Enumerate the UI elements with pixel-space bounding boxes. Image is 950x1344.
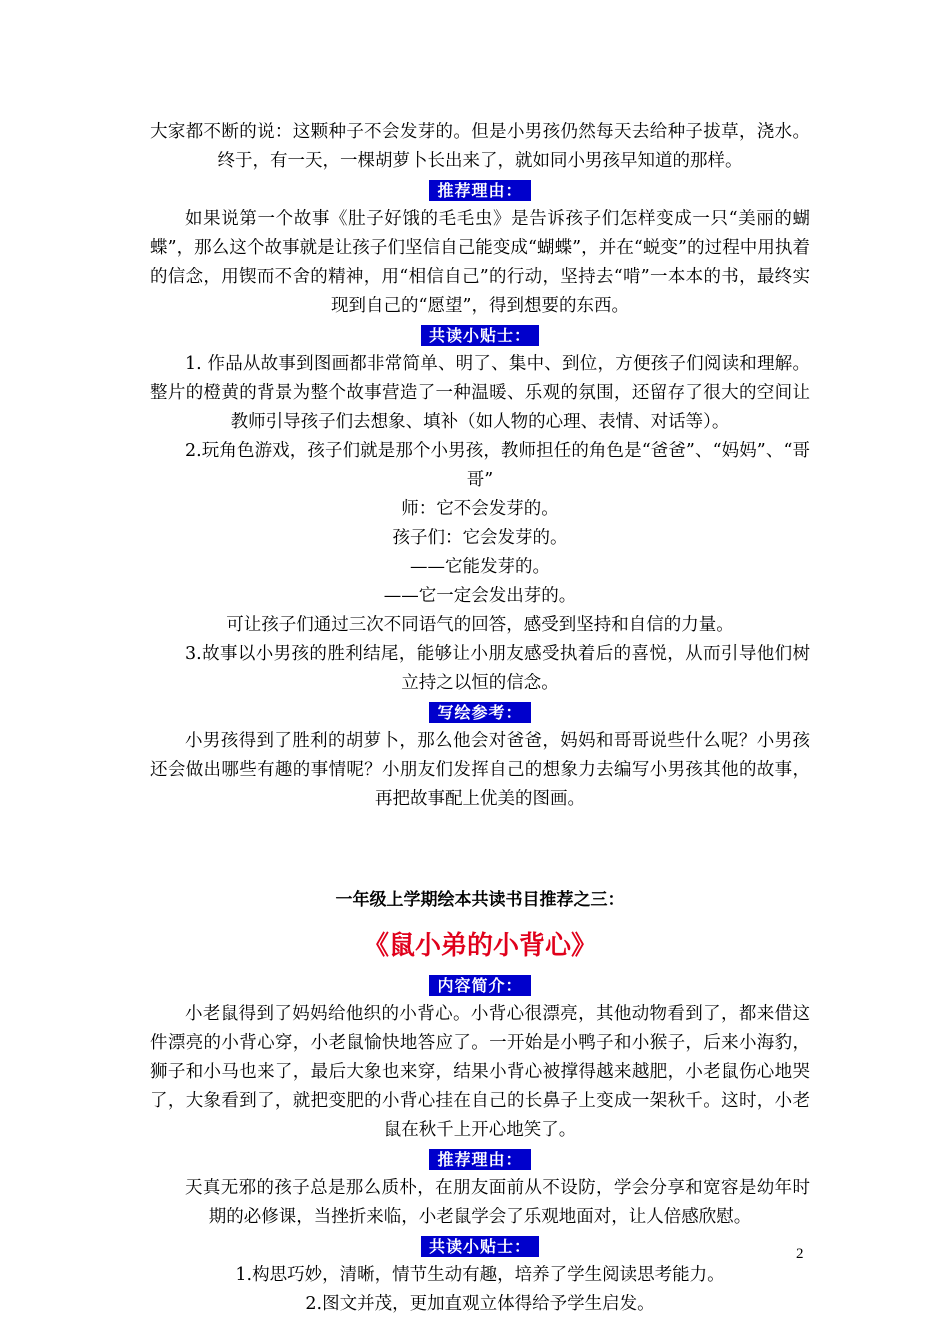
tip-paragraph-3: 3.故事以小男孩的胜利结尾，能够让小朋友感受执着后的喜悦，从而引导他们树立持之以恒的信念。 — [185, 644, 810, 693]
writing-paragraph: 小男孩得到了胜利的胡萝卜，那么他会对爸爸，妈妈和哥哥说些什么呢？小男孩还会做出哪些有趣的事情呢？小朋友们发挥自己的想象力去编写小男孩其他的故事，再把故事配上优美的图画。 — [150, 731, 810, 809]
dialog-line-3: ——它能发芽的。 — [410, 557, 550, 577]
summary-label: 内容简介： — [429, 975, 530, 996]
tip-paragraph-2: 2.玩角色游戏，孩子们就是那个小男孩，教师担任的角色是“爸爸”、“妈妈”、“哥哥” — [185, 441, 810, 490]
tips-heading-2 — [150, 1232, 810, 1261]
dialog-line-2: 孩子们：它会发芽的。 — [392, 528, 568, 548]
tip-2-paragraph-1: 1.构思巧妙，清晰，情节生动有趣，培养了学生阅读思考能力。 — [235, 1265, 725, 1285]
dialog-line-4: ——它一定会发出芽的。 — [383, 586, 577, 606]
reason-paragraph-2: 天真无邪的孩子总是那么质朴，在朋友面前从不设防，学会分享和宽容是幼年时期的必修课，当挫折来临，小老鼠学会了乐观地面对，让人倍感欣慰。 — [185, 1178, 810, 1227]
tip-paragraph-1: 1. 作品从故事到图画都非常简单、明了、集中、到位，方便孩子们阅读和理解。整片的橙黄的背景为整个故事营造了一种温暖、乐观的氛围，还留存了很大的空间让教师引导孩子们去想象、填补（如人物的心理、表情、对话等）。 — [150, 354, 810, 432]
book-title: 《鼠小弟的小背心》 — [362, 931, 597, 961]
page-number: 2 — [796, 1246, 804, 1262]
dialog-note: 可让孩子们通过三次不同语气的回答，感受到坚持和自信的力量。 — [226, 615, 734, 635]
summary-paragraph: 小老鼠得到了妈妈给他织的小背心。小背心很漂亮，其他动物看到了，都来借这件漂亮的小背心穿，小老鼠愉快地答应了。一开始是小鸭子和小猴子，后来小海豹，狮子和小马也来了，最后大象也来穿，结果小背心被撑得越来越肥，小老鼠伤心地哭了，大象看到了，就把变肥的小背心挂在自己的长鼻子上变成一架秋千。这时，小老鼠在秋千上开心地笑了。 — [150, 1004, 810, 1140]
page-content — [150, 118, 810, 1319]
tips-heading — [150, 321, 810, 350]
tips-label-2: 共读小贴士： — [421, 1236, 539, 1257]
reason-label-2: 推荐理由： — [429, 1149, 530, 1170]
book-list-title: 一年级上学期绘本共读书目推荐之三： — [335, 890, 625, 910]
reason-heading — [150, 176, 810, 205]
writing-heading — [150, 698, 810, 727]
dialog-line-1: 师：它不会发芽的。 — [401, 499, 559, 519]
tips-label: 共读小贴士： — [421, 325, 539, 346]
tip-2-paragraph-2: 2.图文并茂，更加直观立体得给予学生启发。 — [305, 1294, 655, 1314]
reason-label: 推荐理由： — [429, 180, 530, 201]
reason-paragraph: 如果说第一个故事《肚子好饿的毛毛虫》是告诉孩子们怎样变成一只“美丽的蝴蝶”，那么这个故事就是让孩子们坚信自己能变成“蝴蝶”，并在“蜕变”的过程中用执着的信念，用锲而不舍的精神，用“相信自己”的行动，坚持去“啃”一本本的书，最终实现到自己的“愿望”，得到想要的东西。 — [150, 209, 810, 316]
writing-label: 写绘参考： — [429, 702, 530, 723]
reason-heading-2 — [150, 1145, 810, 1174]
summary-heading — [150, 971, 810, 1000]
story-paragraph: 大家都不断的说：这颗种子不会发芽的。但是小男孩仍然每天去给种子拔草，浇水。终于，有一天，一棵胡萝卜长出来了，就如同小男孩早知道的那样。 — [150, 122, 810, 171]
section-gap — [150, 814, 810, 886]
